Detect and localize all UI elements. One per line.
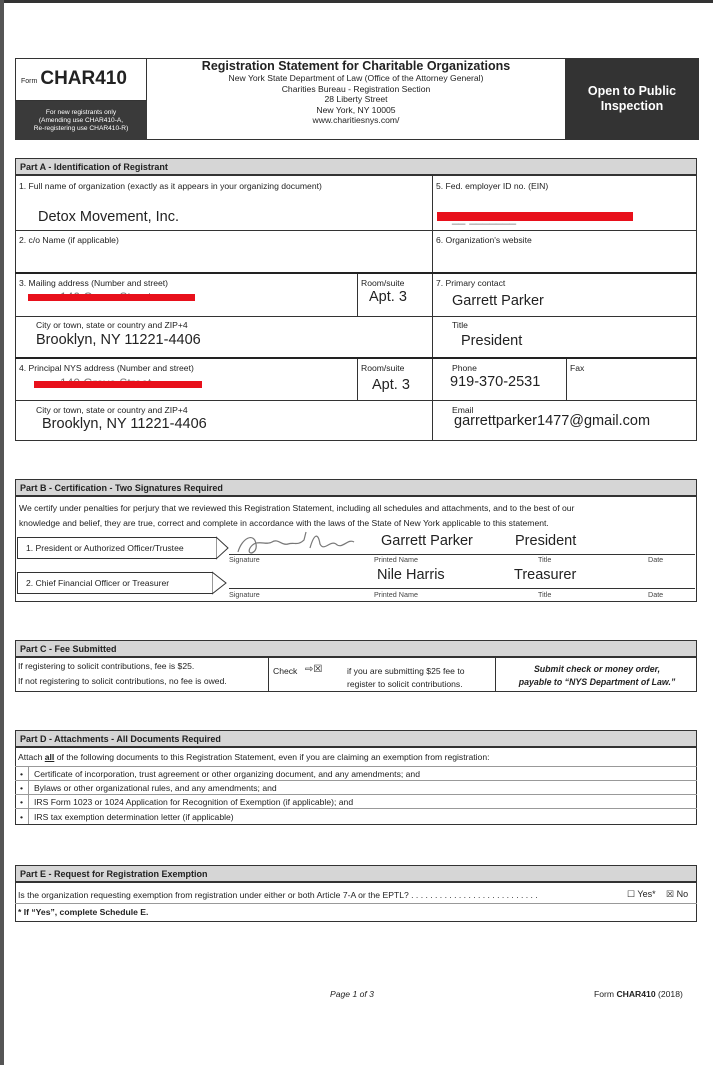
city-label: City or town, state or country and ZIP+4 bbox=[36, 405, 188, 415]
open-to-public-badge bbox=[565, 58, 699, 140]
footer-prefix: Form bbox=[594, 989, 617, 999]
part-d-heading: Part D - Attachments - All Documents Required bbox=[15, 730, 697, 747]
certification-text: We certify under penalties for perjury that we reviewed this Registration Statement, including all schedules and attachments, and to the best of our bbox=[19, 503, 575, 513]
nys-address-label: 4. Principal NYS address (Number and street) bbox=[19, 363, 194, 373]
sig-line bbox=[229, 588, 695, 589]
nys-room-value[interactable]: Apt. 3 bbox=[372, 377, 410, 393]
header-line: New York State Department of Law (Office of the Attorney General) bbox=[228, 73, 484, 83]
new-reg-line: For new registrants only bbox=[45, 108, 117, 116]
row-divider bbox=[15, 903, 697, 904]
exemption-no-checkbox[interactable]: ☒ No bbox=[666, 889, 689, 899]
mailing-address-redaction bbox=[28, 294, 195, 301]
fee-submit-line-1: if you are submitting $25 fee to bbox=[347, 666, 465, 676]
org-name-value[interactable]: Detox Movement, Inc. bbox=[38, 209, 180, 225]
attachment-text: IRS Form 1023 or 1024 Application for Recognition of Exemption (if applicable); and bbox=[34, 796, 354, 807]
fax-divider bbox=[566, 359, 567, 400]
part-a-divider bbox=[432, 175, 433, 441]
row-divider bbox=[15, 400, 697, 401]
sig1-arrow-tip bbox=[216, 536, 230, 560]
exemption-yes-checkbox[interactable]: ☐ Yes* bbox=[627, 889, 656, 899]
open-line: Open to Public bbox=[587, 84, 677, 98]
new-reg-line: Re-registering use CHAR410-R) bbox=[33, 124, 129, 132]
intro-emphasis: all bbox=[44, 752, 55, 762]
attachment-text: Bylaws or other organizational rules, and any amendments; and bbox=[34, 782, 277, 793]
sig2-role-label: 2. Chief Financial Officer or Treasurer bbox=[17, 572, 213, 594]
col-signature: Signature bbox=[229, 555, 260, 564]
room-divider bbox=[357, 359, 358, 400]
header-website: www.charitiesnys.com/ bbox=[312, 115, 400, 125]
city-label: City or town, state or country and ZIP+4 bbox=[36, 320, 188, 330]
top-border bbox=[0, 0, 713, 3]
form-prefix: Form bbox=[21, 77, 38, 85]
sig-line bbox=[229, 554, 695, 555]
header-title-block bbox=[148, 60, 564, 126]
new-reg-line: (Amending use CHAR410-A, bbox=[38, 116, 124, 124]
room-label: Room/suite bbox=[361, 363, 405, 373]
part-e-heading: Part E - Request for Registration Exemption bbox=[15, 865, 697, 882]
ein-redaction bbox=[437, 212, 633, 221]
mailing-address-label: 3. Mailing address (Number and street) bbox=[19, 278, 169, 288]
fee-checkbox-icon[interactable]: ⇨☒ bbox=[305, 664, 323, 675]
primary-contact-label: 7. Primary contact bbox=[436, 278, 506, 288]
room-divider bbox=[357, 274, 358, 316]
website-label: 6. Organization's website bbox=[436, 235, 532, 245]
attachment-item bbox=[15, 794, 697, 808]
header-line: Charities Bureau - Registration Section bbox=[281, 83, 431, 94]
title-value[interactable]: President bbox=[461, 333, 523, 349]
col-signature: Signature bbox=[229, 590, 260, 599]
sig1-title[interactable]: President bbox=[515, 533, 577, 549]
open-line: Inspection bbox=[600, 99, 664, 113]
bullet-icon: • bbox=[15, 781, 29, 794]
fee-divider bbox=[495, 657, 496, 692]
fax-label: Fax bbox=[570, 363, 585, 373]
fee-divider bbox=[268, 657, 269, 692]
ein-label: 5. Fed. employer ID no. (EIN) bbox=[436, 181, 549, 191]
attachment-item bbox=[15, 808, 697, 824]
form-id bbox=[15, 58, 147, 101]
attachment-item bbox=[15, 780, 697, 794]
bullet-icon: • bbox=[15, 795, 29, 808]
header-line: New York, NY 10005 bbox=[316, 104, 396, 115]
phone-value[interactable]: 919-370-2531 bbox=[450, 374, 541, 390]
col-printed-name: Printed Name bbox=[374, 555, 418, 564]
bullet-icon: • bbox=[15, 767, 29, 780]
sig2-title[interactable]: Treasurer bbox=[514, 567, 577, 583]
sig1-printed-name[interactable]: Garrett Parker bbox=[381, 533, 473, 549]
org-name-label: 1. Full name of organization (exactly as it appears in your organizing document) bbox=[19, 181, 322, 191]
part-b-heading: Part B - Certification - Two Signatures Required bbox=[15, 479, 697, 496]
col-title: Title bbox=[538, 555, 552, 564]
page-number: Page 1 of 3 bbox=[330, 989, 374, 999]
attachment-text: IRS tax exemption determination letter (if applicable) bbox=[34, 811, 234, 822]
schedule-e-note: * If “Yes”, complete Schedule E. bbox=[18, 907, 149, 917]
intro-post: of the following documents to this Registration Statement, even if you are claiming an exemption from registration: bbox=[54, 752, 490, 762]
col-date: Date bbox=[648, 555, 664, 564]
co-name-label: 2. c/o Name (if applicable) bbox=[19, 235, 119, 245]
sig2-printed-name[interactable]: Nile Harris bbox=[377, 567, 445, 583]
attachments-intro bbox=[18, 752, 490, 762]
payable-line-2: payable to “NYS Department of Law.” bbox=[518, 677, 676, 687]
col-title: Title bbox=[538, 590, 552, 599]
attachment-item bbox=[15, 766, 697, 780]
attachment-text: Certificate of incorporation, trust agreement or other organizing document, and any amendments; and bbox=[34, 768, 420, 779]
form-code: CHAR410 bbox=[40, 68, 127, 89]
col-printed-name: Printed Name bbox=[374, 590, 418, 599]
certification-text: knowledge and belief, they are true, correct and complete in accordance with the laws of the State of New York applicable to this statement. bbox=[19, 518, 549, 528]
form-footer bbox=[594, 989, 683, 999]
title-label: Title bbox=[452, 320, 468, 330]
bullet-icon: • bbox=[15, 809, 29, 824]
footer-year: (2018) bbox=[655, 989, 683, 999]
sig2-arrow-tip bbox=[212, 571, 228, 595]
phone-label: Phone bbox=[452, 363, 477, 373]
col-date: Date bbox=[648, 590, 664, 599]
mailing-room-value[interactable]: Apt. 3 bbox=[369, 289, 407, 305]
form-title: Registration Statement for Charitable Organizations bbox=[201, 59, 511, 73]
fee-submit-line-2: register to solicit contributions. bbox=[347, 679, 463, 689]
primary-contact-value[interactable]: Garrett Parker bbox=[452, 293, 544, 309]
email-label: Email bbox=[452, 405, 474, 415]
sig1-role-label: 1. President or Authorized Officer/Trustee bbox=[17, 537, 217, 559]
footer-form-code: CHAR410 bbox=[616, 989, 656, 999]
fee-line-2: If not registering to solicit contributions, no fee is owed. bbox=[18, 676, 227, 686]
row-divider bbox=[15, 357, 697, 359]
payable-line-1: Submit check or money order, bbox=[533, 664, 661, 674]
exemption-question: Is the organization requesting exemption from registration under either or both Article 7-A or the EPTL? . . . . . . . . . . . . . . . . . . . . . . . . . . . bbox=[18, 890, 538, 900]
nys-address-redaction bbox=[34, 381, 202, 388]
email-value[interactable]: garrettparker1477@gmail.com bbox=[454, 413, 651, 429]
row-divider bbox=[15, 230, 697, 231]
mailing-city-value[interactable]: Brooklyn, NY 11221-4406 bbox=[36, 332, 201, 348]
left-border bbox=[0, 0, 4, 1065]
check-label: Check bbox=[273, 666, 298, 676]
row-divider bbox=[15, 316, 697, 317]
new-registrants-note bbox=[15, 101, 147, 140]
row-divider bbox=[15, 272, 697, 274]
intro-pre: Attach bbox=[18, 752, 45, 762]
fee-line-1: If registering to solicit contributions, fee is $25. bbox=[18, 661, 195, 671]
room-label: Room/suite bbox=[361, 278, 405, 288]
part-c-heading: Part C - Fee Submitted bbox=[15, 640, 697, 657]
header-line: 28 Liberty Street bbox=[324, 94, 388, 104]
part-a-heading: Part A - Identification of Registrant bbox=[15, 158, 697, 175]
nys-city-value[interactable]: Brooklyn, NY 11221-4406 bbox=[42, 416, 207, 432]
